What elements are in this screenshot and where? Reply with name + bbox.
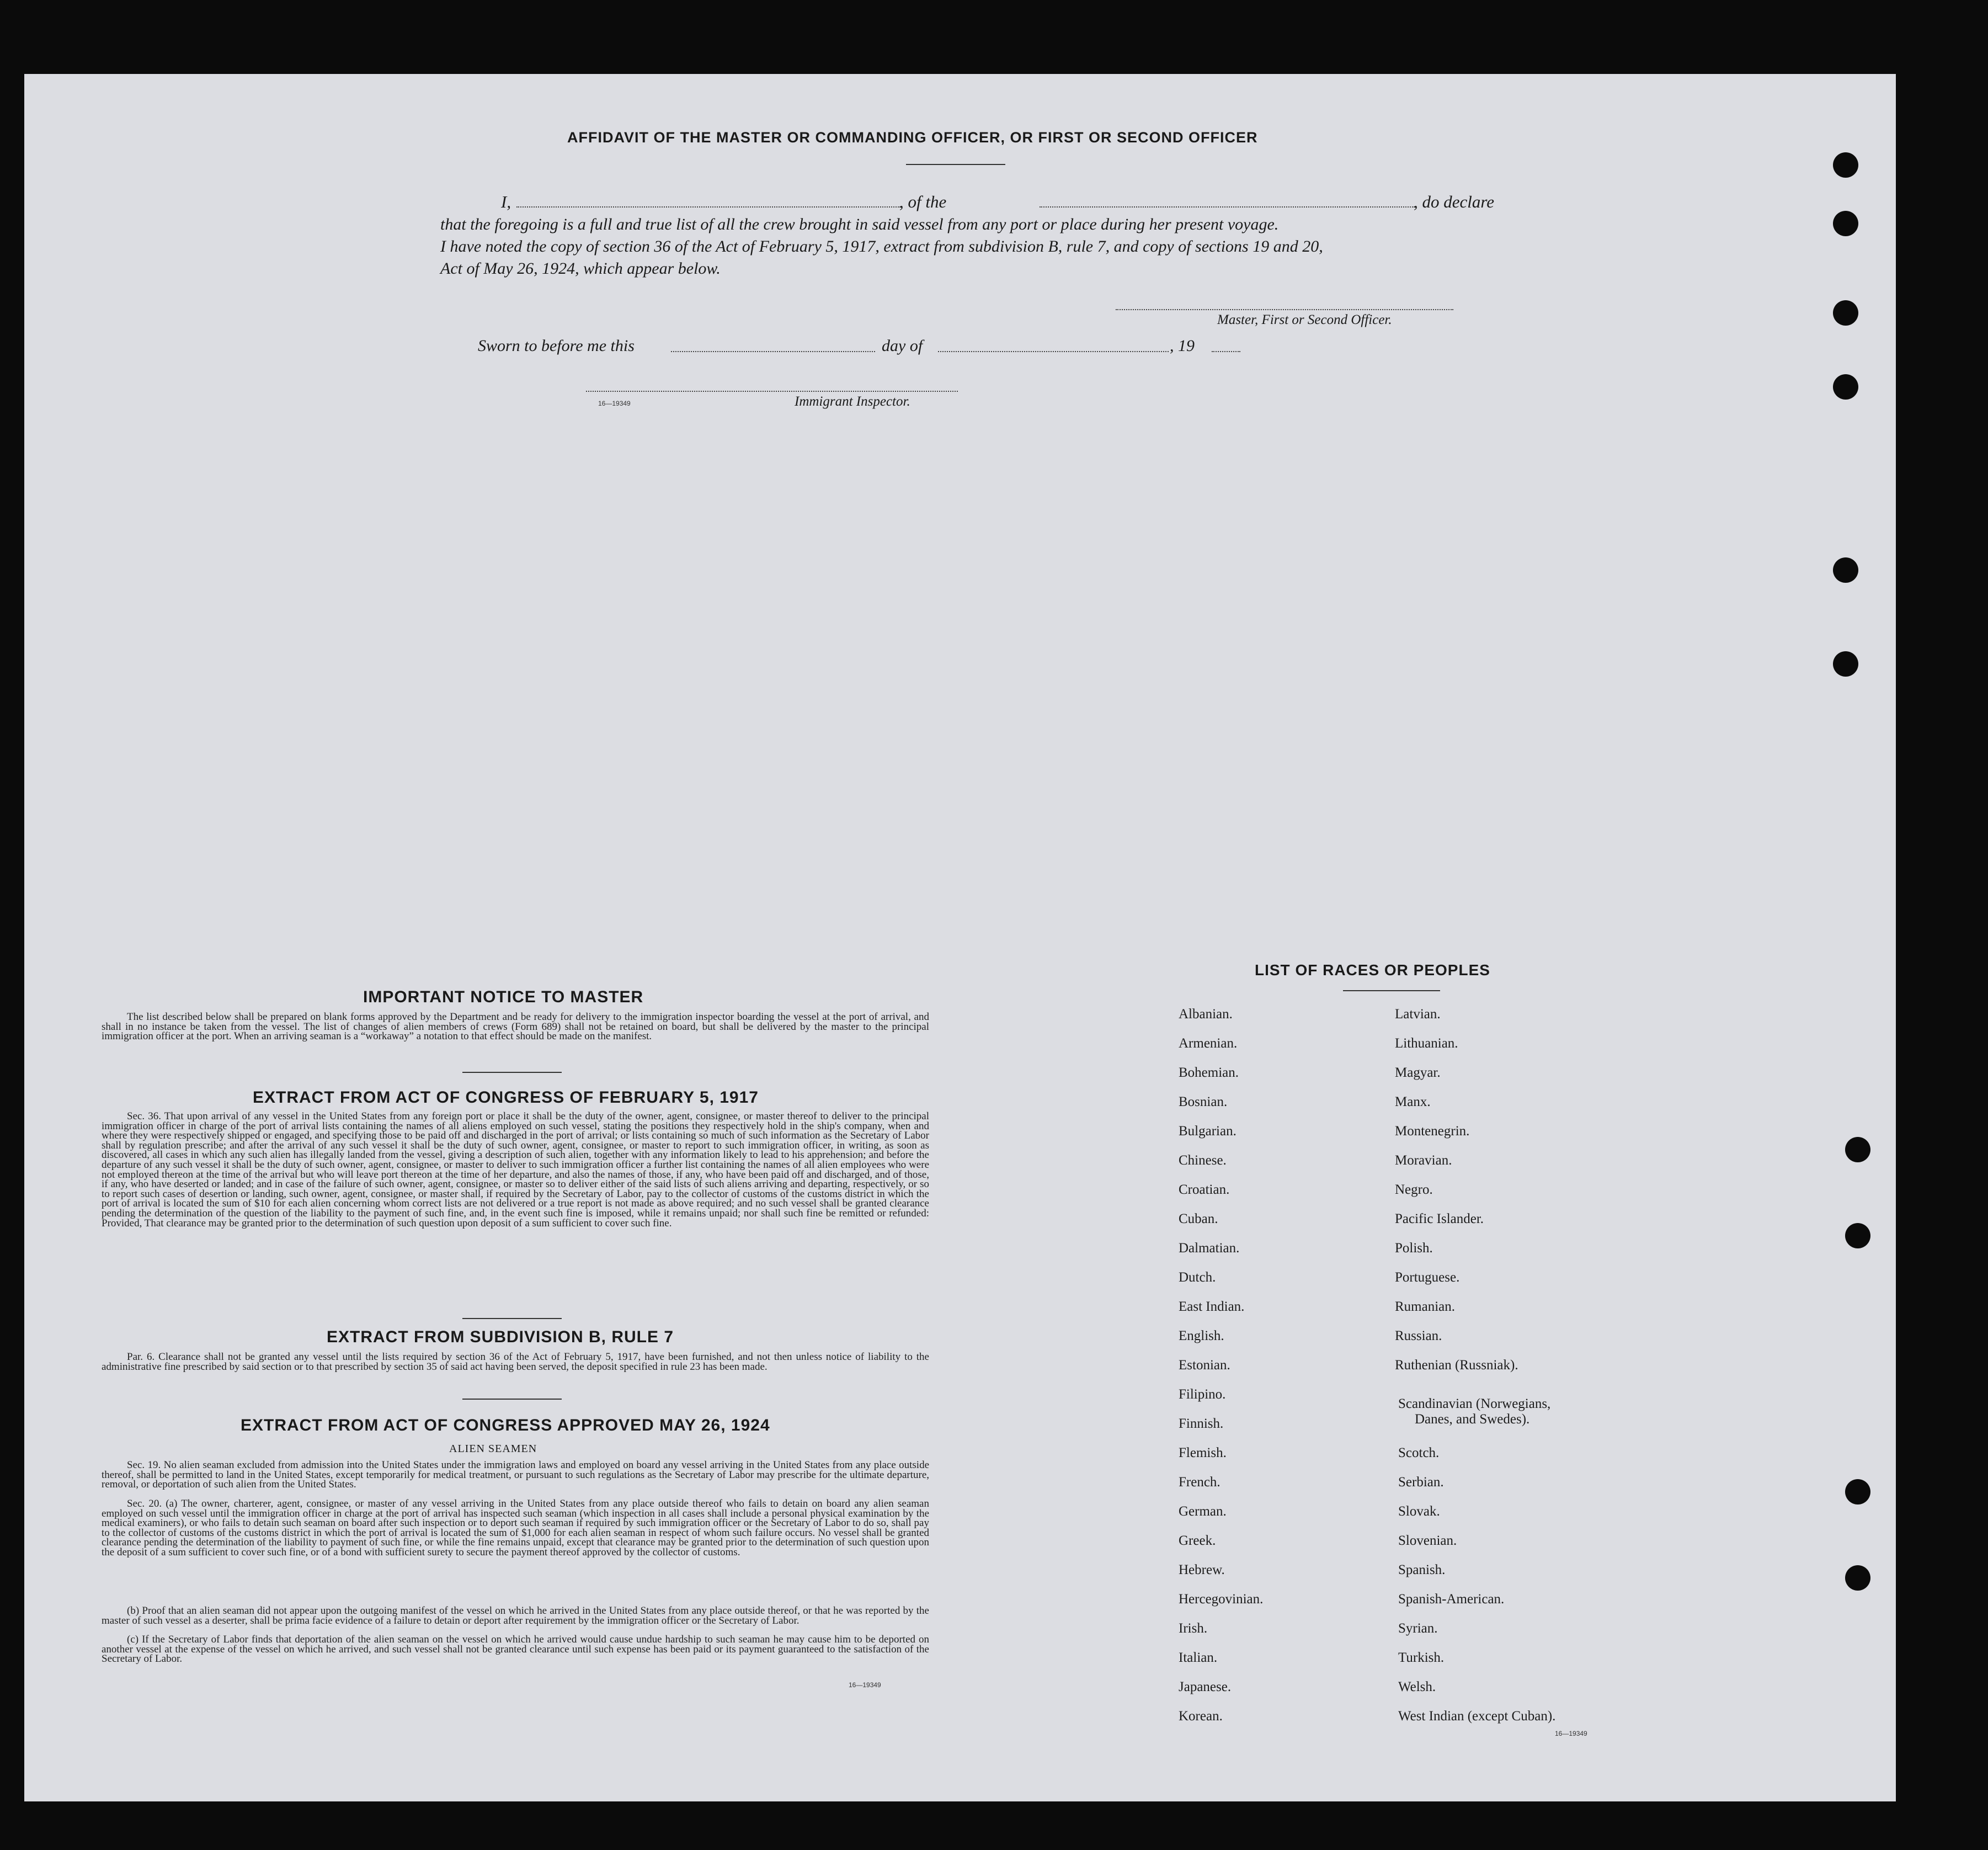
punch-hole [1833,557,1858,583]
punch-hole [1845,1137,1870,1162]
races-title: LIST OF RACES OR PEOPLES [1255,961,1490,979]
race-item: Albanian. [1179,1007,1233,1022]
race-item: Filipino. [1179,1387,1226,1402]
year-label: , 19 [1170,337,1195,355]
race-item: Korean. [1179,1709,1223,1724]
master-signature-caption: Master, First or Second Officer. [1217,312,1392,327]
race-item: Italian. [1179,1650,1218,1665]
race-item: Hercegovinian. [1179,1592,1264,1607]
day-of-label: day of [882,337,923,355]
sec-20b-text: (b) Proof that an alien seaman did not appear upon the outgoing manifest of the vessel on which he arrived in the United States from any place outside thereof, or that he was reported by the master of such vessel as a deserter, shall be prima facie evidence of a failure to detain or deport after requirement by the immigration officer or the Secretary of Labor. [102,1605,929,1626]
sec-19-text: Sec. 19. No alien seaman excluded from admission into the United States under the immigration laws and employed on board any vessel arriving in the United States from any place outside thereof, shall be permitted to land in the United States, except temporarily for medical treatment, or pursuant to such regulations as the Secretary of Labor may prescribe for the ultimate departure, removal, or deportation of such alien from the United States. [102,1459,929,1491]
punch-hole [1833,651,1858,677]
race-item: West Indian (except Cuban). [1398,1709,1556,1724]
notice-divider [462,1072,562,1073]
race-item: Bosnian. [1179,1094,1228,1109]
race-item: Chinese. [1179,1153,1227,1168]
inspector-caption: Immigrant Inspector. [795,394,910,409]
race-item: Armenian. [1179,1036,1238,1051]
race-item: Manx. [1395,1094,1431,1109]
punch-hole [1845,1565,1870,1591]
sworn-month-field[interactable] [938,351,1169,352]
extract-rule7-title: EXTRACT FROM SUBDIVISION B, RULE 7 [327,1328,674,1346]
document-page [24,74,1896,1801]
race-item: Bohemian. [1179,1065,1239,1080]
race-item: Danes, and Swedes). [1415,1412,1530,1427]
race-item: Estonian. [1179,1358,1230,1373]
form-number-races: 16—19349 [1555,1730,1587,1737]
sworn-day-field[interactable] [671,351,875,352]
punch-hole [1833,374,1858,400]
race-item: Montenegrin. [1395,1124,1470,1139]
extract-1924-title: EXTRACT FROM ACT OF CONGRESS APPROVED MAY 26, 1924 [241,1416,770,1434]
race-item: Spanish. [1398,1562,1446,1577]
sworn-year-field[interactable] [1212,351,1240,352]
race-item: Spanish-American. [1398,1592,1505,1607]
notice-title: IMPORTANT NOTICE TO MASTER [363,988,644,1006]
inspector-signature-line[interactable] [586,391,958,392]
race-item: Greek. [1179,1533,1216,1548]
race-item: East Indian. [1179,1299,1245,1314]
affidavit-line-3: I have noted the copy of section 36 of the Act of February 5, 1917, extract from subdivision B, rule 7, and copy of sections 19 and 20, [440,237,1323,256]
race-item: Turkish. [1398,1650,1445,1665]
race-item: Russian. [1395,1328,1442,1343]
name-field[interactable] [516,206,900,208]
affidavit-title: AFFIDAVIT OF THE MASTER OR COMMANDING OFFICER, OR FIRST OR SECOND OFFICER [567,129,1258,146]
sworn-label: Sworn to before me this [478,337,635,355]
race-item: Serbian. [1398,1475,1444,1490]
race-item: Finnish. [1179,1416,1224,1431]
alien-seamen-subtitle: ALIEN SEAMEN [449,1443,537,1455]
extract-rule7-divider [462,1399,562,1400]
sec-20a-text: Sec. 20. (a) The owner, charterer, agent, consignee, or master of any vessel arriving in the United States from any place outside thereof who fails to detain on board any alien seaman employed on such vessel until the immigration officer in charge at the port of arrival has inspected such seaman (which inspection in all cases shall include a personal physical examination by the medical examiners), or who fails to detain such seaman on board after such inspection or to deport such seaman if required by such immigration officer or the Secretary of Labor to do so, shall pay to the collector of customs of the customs district in which the port of arrival is located the sum of $1,000 for each alien seaman in respect of whom such failure occurs. No vessel shall be granted clearance pending the determination of the liability to payment of such fine, or while the fine remains unpaid, except that clearance may be granted prior to the determination of such question upon the deposit of a sum sufficient to cover such fine, or of a bond with sufficient surety to secure the payment thereof approved by the collector of customs. [102,1498,929,1558]
races-divider [1343,990,1440,991]
race-item: Syrian. [1398,1621,1438,1636]
punch-hole [1833,211,1858,236]
race-item: Moravian. [1395,1153,1452,1168]
vessel-field[interactable] [1040,206,1415,208]
extract-rule7-text: Par. 6. Clearance shall not be granted any vessel until the lists required by section 36 of the Act of February 5, 1917, have been furnished, and not then unless notice of liability to the administrative fine prescribed by said section or to that prescribed by section 35 of said act having been served, the deposit specified in rule 23 has been made. [102,1351,929,1373]
race-item: Cuban. [1179,1211,1218,1226]
race-item: Japanese. [1179,1679,1232,1694]
affidavit-line-2: that the foregoing is a full and true list of all the crew brought in said vessel from any port or place during her present voyage. [440,215,1279,233]
race-item: Slovenian. [1398,1533,1457,1548]
master-signature-line[interactable] [1116,309,1453,310]
race-item: Portuguese. [1395,1270,1460,1285]
punch-hole [1833,152,1858,178]
race-item: Lithuanian. [1395,1036,1458,1051]
extract-1917-divider [462,1318,562,1319]
punch-hole [1833,300,1858,326]
race-item: Irish. [1179,1621,1208,1636]
race-item: Bulgarian. [1179,1124,1236,1139]
i-label: I, [501,192,511,211]
race-item: Polish. [1395,1241,1433,1256]
race-item: Hebrew. [1179,1562,1225,1577]
race-item: Dutch. [1179,1270,1216,1285]
title-divider [906,164,1005,165]
race-item: Negro. [1395,1182,1433,1197]
race-item: Ruthenian (Russniak). [1395,1358,1518,1373]
form-number-extract: 16—19349 [849,1681,881,1689]
sworn-line [478,337,1250,357]
race-item: Rumanian. [1395,1299,1456,1314]
race-item: German. [1179,1504,1227,1519]
form-number-top: 16—19349 [598,400,631,407]
extract-1917-title: EXTRACT FROM ACT OF CONGRESS OF FEBRUARY 5, 1917 [253,1088,759,1107]
race-item: Dalmatian. [1179,1241,1240,1256]
race-item: Magyar. [1395,1065,1441,1080]
affidavit-line-4: Act of May 26, 1924, which appear below. [440,259,721,278]
do-declare-label: , do declare [1414,192,1495,211]
race-item: Scotch. [1398,1445,1440,1460]
notice-text: The list described below shall be prepared on blank forms approved by the Department and be ready for delivery to the immigration inspector boarding the vessel at the port of arrival, and shall in no instance be taken from the vessel. The list of changes of alien members of crews (Form 689) shall not be retained on board, but shall be delivered by the master to the principal immigration officer at the port. When an arriving seaman is a “workaway” a notation to that effect should be made on the manifest. [102,1011,929,1043]
race-item: Latvian. [1395,1007,1441,1022]
race-item: English. [1179,1328,1224,1343]
race-item: Pacific Islander. [1395,1211,1484,1226]
sec-20c-text: (c) If the Secretary of Labor finds that deportation of the alien seaman on the vessel on which he arrived would cause undue hardship to such seaman he may cause him to be deported on another vessel at the expense of the vessel on which he arrived, and such vessel shall not be granted clearance until such expense has been paid or its payment guaranteed to the satisfaction of the Secretary of Labor. [102,1634,929,1665]
race-item: Scandinavian (Norwegians, [1398,1396,1551,1411]
punch-hole [1845,1223,1870,1248]
punch-hole [1845,1479,1870,1505]
race-item: Welsh. [1398,1679,1436,1694]
race-item: Croatian. [1179,1182,1230,1197]
of-the-label: , of the [899,192,947,211]
race-item: French. [1179,1475,1220,1490]
affidavit-line-1 [440,192,1497,212]
race-item: Flemish. [1179,1445,1227,1460]
race-item: Slovak. [1398,1504,1440,1519]
extract-1917-text: Sec. 36. That upon arrival of any vessel in the United States from any foreign port or place it shall be the duty of the owner, agent, consignee, or master thereof to deliver to the principal immigration officer in charge of the port of arrival lists containing the names of all aliens employed on such vessel, stating the positions they respectively hold in the ship's company, when and where they were respectively shipped or engaged, and specifying those to be paid off and discharged in the port of arrival; or lists containing so much of such information as the Secretary of Labor shall by regulation prescribe; and after the arrival of any such vessel it shall be the duty of such owner, agent, consignee, or master to report to such immigration officer, in writing, as soon as discovered, all cases in which any such alien has illegally landed from the vessel, giving a description of such alien, together with any information likely to lead to his apprehension; and before the departure of any such vessel it shall be the duty of such owner, agent, consignee, or master to deliver to such immigration officer a further list containing the names of all alien employees who were not employed thereon at the time of the arrival but who will leave port thereon at the time of her departure, and also the names of those, if any, who have been paid off and discharged, and of those, if any, who have deserted or landed; and in case of the failure of such owner, agent, consignee, or master so to deliver either of the said lists of such aliens arriving and departing, respectively, or so to report such cases of desertion or landing, such owner, agent, consignee, or master shall, if required by the Secretary of Labor, pay to the collector of customs of the customs district in which the port of arrival is located the sum of $10 for each alien concerning whom correct lists are not delivered or a true report is not made as above required; and no such vessel shall be granted clearance pending the determination of the question of the liability to the payment of such fine, and, in the event such fine is imposed, while it remains unpaid; nor shall such fine be remitted or refunded: Provided, That clearance may be granted prior to the determination of such question upon deposit of a sum sufficient to cover such fine. [102,1110,929,1229]
